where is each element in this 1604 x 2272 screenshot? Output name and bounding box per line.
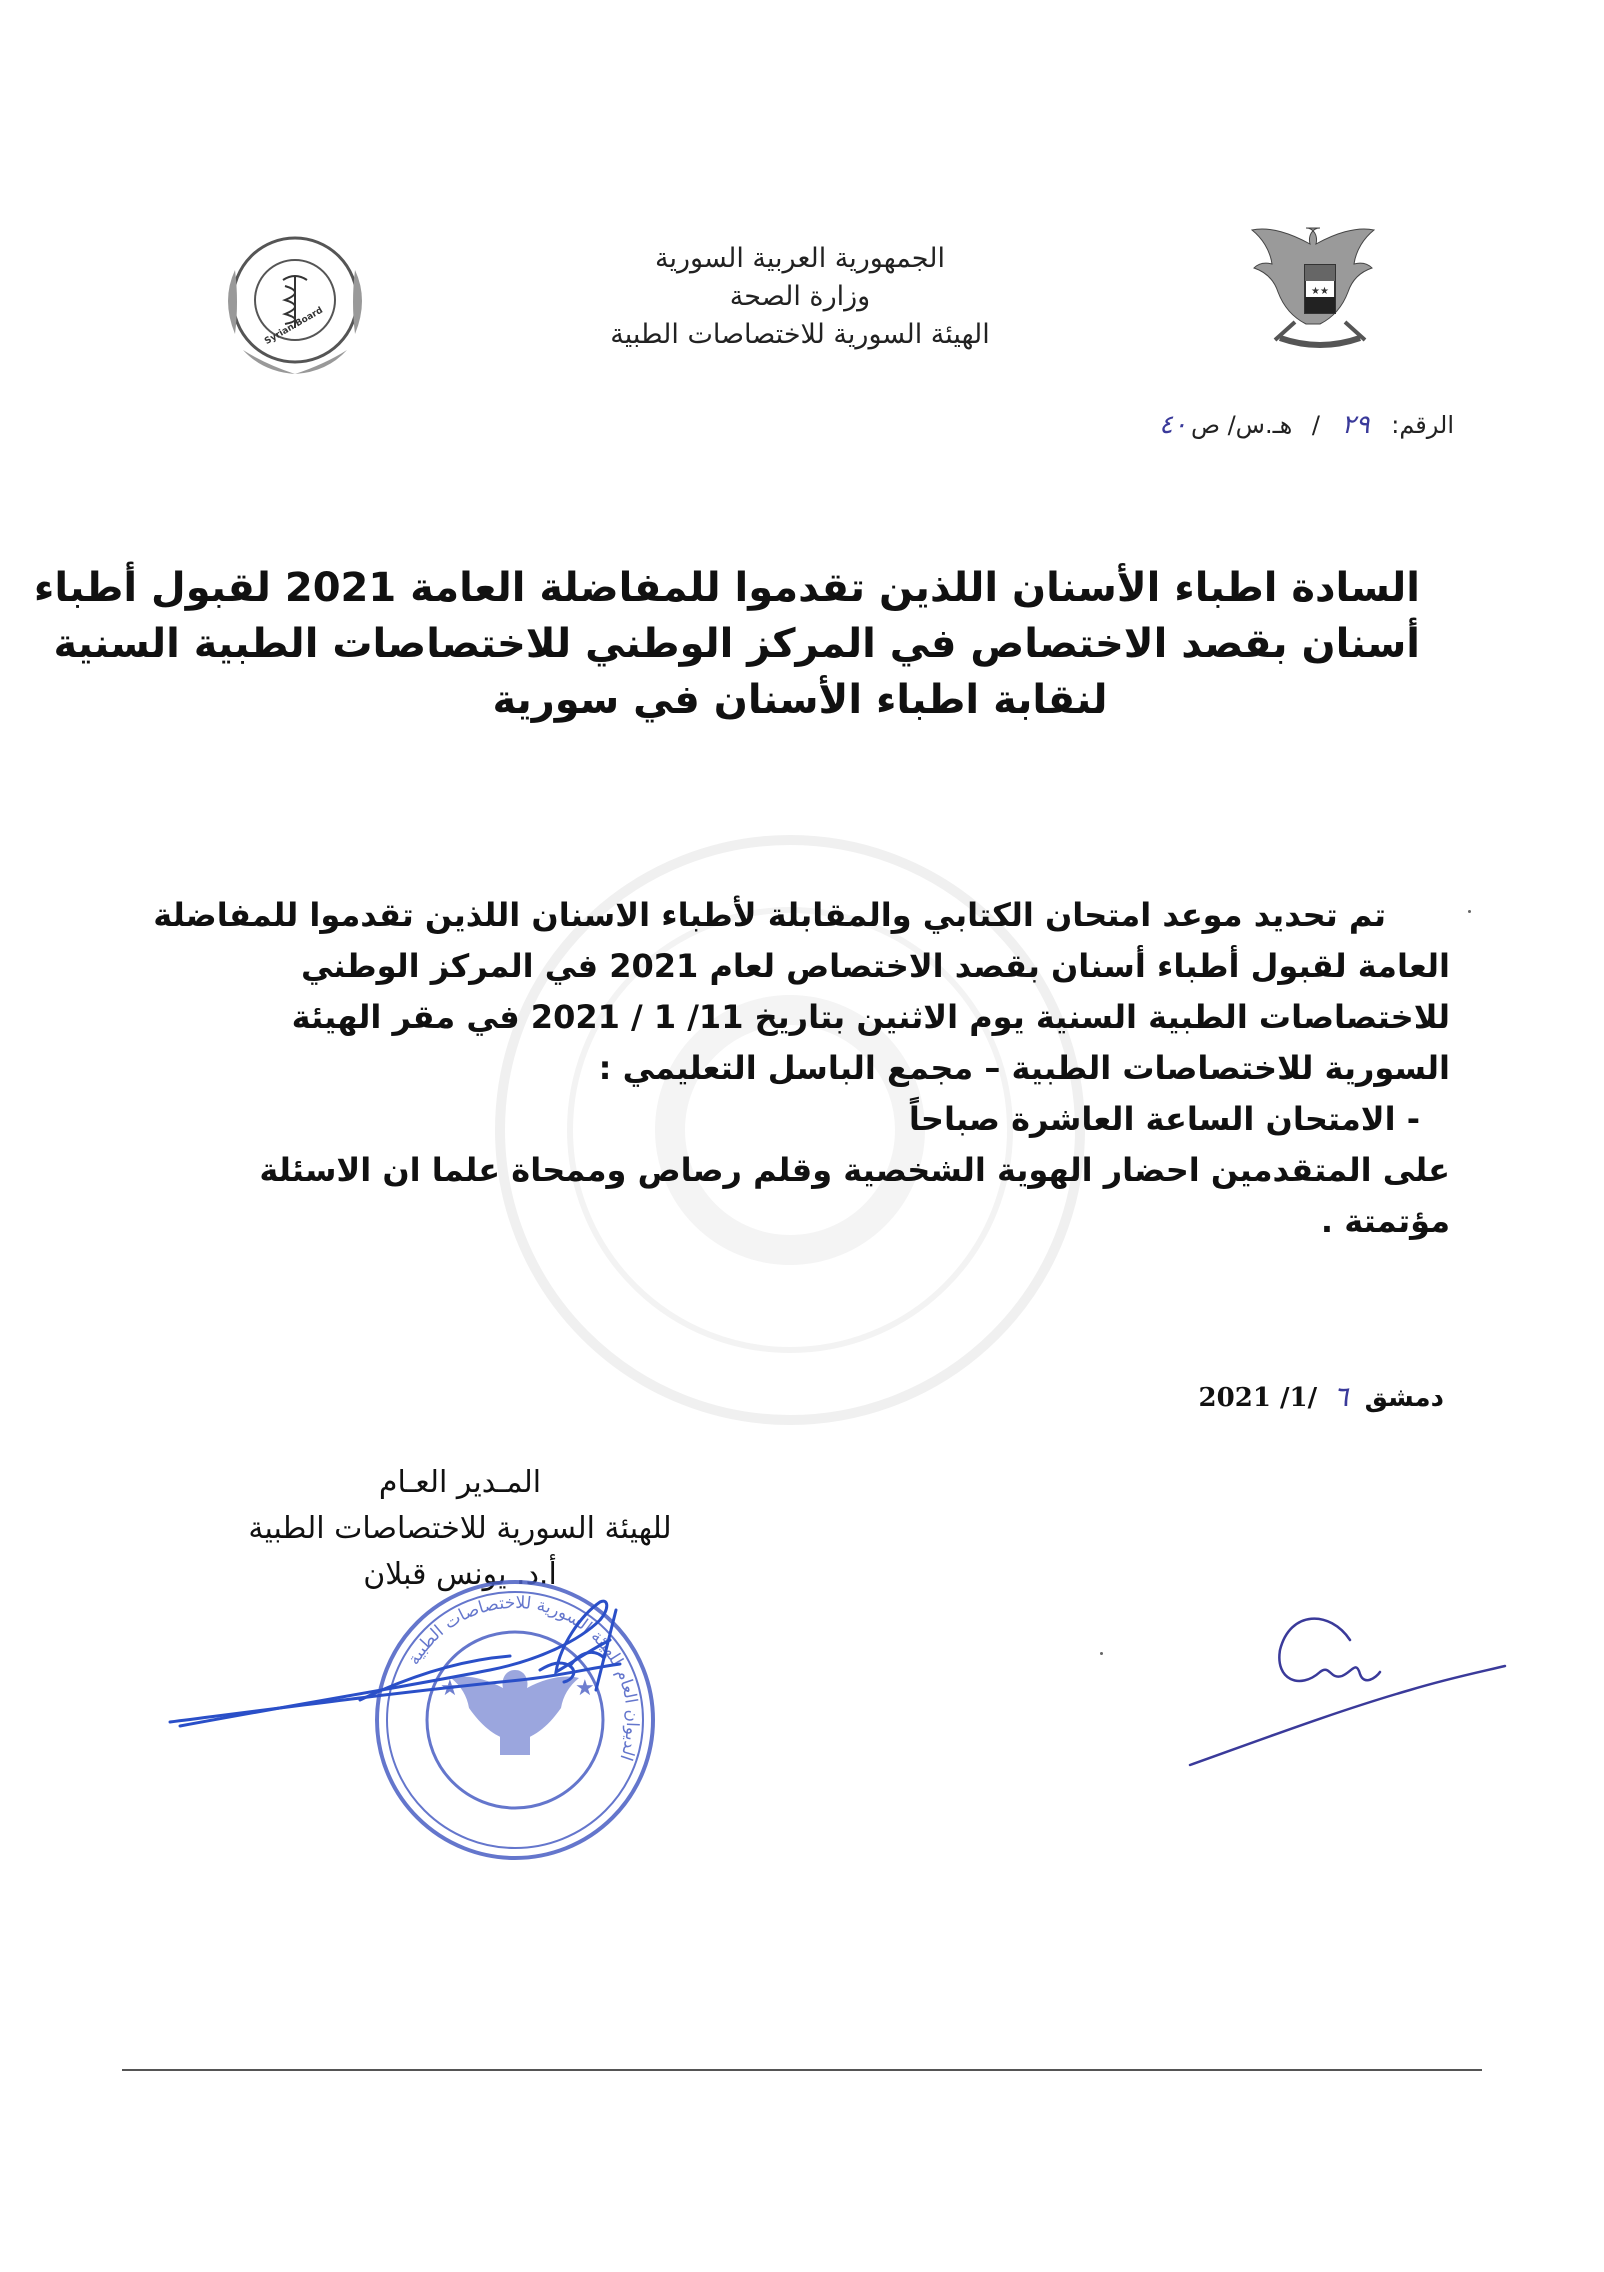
svg-text:★: ★: [575, 1676, 595, 1701]
subject-line-2: أسنان بقصد الاختصاص في المركز الوطني للاختصاصات الطبية السنية: [53, 621, 1420, 667]
country-name: الجمهورية العربية السورية: [655, 243, 945, 274]
footer-divider: [122, 2069, 1482, 2071]
body-line-1: تم تحديد موعد امتحان الكتابي والمقابلة لأطباء الاسنان اللذين تقدموا للمفاضلة: [153, 896, 1386, 934]
body-bullet-exam-time: - الامتحان الساعة العاشرة صباحاً: [908, 1100, 1420, 1138]
subject-line-1: السادة اطباء الأسنان اللذين تقدموا للمفاضلة العامة 2021 لقبول أطباء: [33, 565, 1420, 611]
letterhead: [560, 240, 1040, 354]
body-line-6: مؤتمتة .: [1320, 1202, 1450, 1240]
reference-handwritten-suffix: ٤٠: [1159, 410, 1187, 440]
reference-number: [1155, 410, 1454, 440]
letter-subject: [33, 560, 1420, 728]
reference-suffix: هـ.س/ ص: [1190, 411, 1293, 439]
director-signature-scribble: [160, 1580, 680, 1740]
syrian-board-logo-icon: [205, 210, 385, 390]
letter-body: [150, 890, 1450, 1247]
letter-date: [1199, 1380, 1444, 1413]
body-line-5: على المتقدمين احضار الهوية الشخصية وقلم رصاص وممحاة علما ان الاسئلة: [259, 1151, 1450, 1189]
date-city: دمشق: [1364, 1383, 1444, 1413]
subject-line-3: لنقابة اطباء الأسنان في سورية: [492, 677, 1108, 723]
body-line-2: العامة لقبول أطباء أسنان بقصد الاختصاص لعام 2021 في المركز الوطني: [301, 947, 1450, 985]
board-logo-text: Syrian Board: [263, 305, 325, 347]
svg-text:★★: ★★: [1311, 286, 1329, 297]
svg-text:★: ★: [440, 1676, 460, 1701]
body-line-3: للاختصاصات الطبية السنية يوم الاثنين بتاريخ 11/ 1 / 2021 في مقر الهيئة: [291, 998, 1450, 1036]
date-value: /1/ 2021: [1198, 1383, 1318, 1413]
stray-mark: [1100, 1652, 1103, 1655]
body-line-4: السورية للاختصاصات الطبية – مجمع الباسل التعليمي :: [598, 1049, 1450, 1087]
stamp-ring-text: الديوان العام للهيئة السورية للاختصاصات الطبية: [403, 1592, 643, 1764]
ministry-name: وزارة الصحة: [729, 281, 871, 312]
stray-mark: [1468, 910, 1471, 913]
reference-label: الرقم:: [1391, 411, 1454, 439]
date-handwritten-day: ٦: [1333, 1380, 1349, 1413]
reference-separator: /: [1311, 411, 1321, 439]
syrian-eagle-emblem-icon: [1245, 210, 1395, 370]
signatory-organization: للهيئة السورية للاختصاصات الطبية: [248, 1511, 672, 1546]
signatory-name: أ.د. يونس قبلان: [363, 1557, 557, 1592]
reference-handwritten-number: ٢٩: [1341, 410, 1370, 440]
signatory-title: المـدير العـام: [378, 1465, 542, 1500]
commission-name: الهيئة السورية للاختصاصات الطبية: [610, 319, 990, 350]
initials-signature-scribble: [1180, 1580, 1510, 1780]
